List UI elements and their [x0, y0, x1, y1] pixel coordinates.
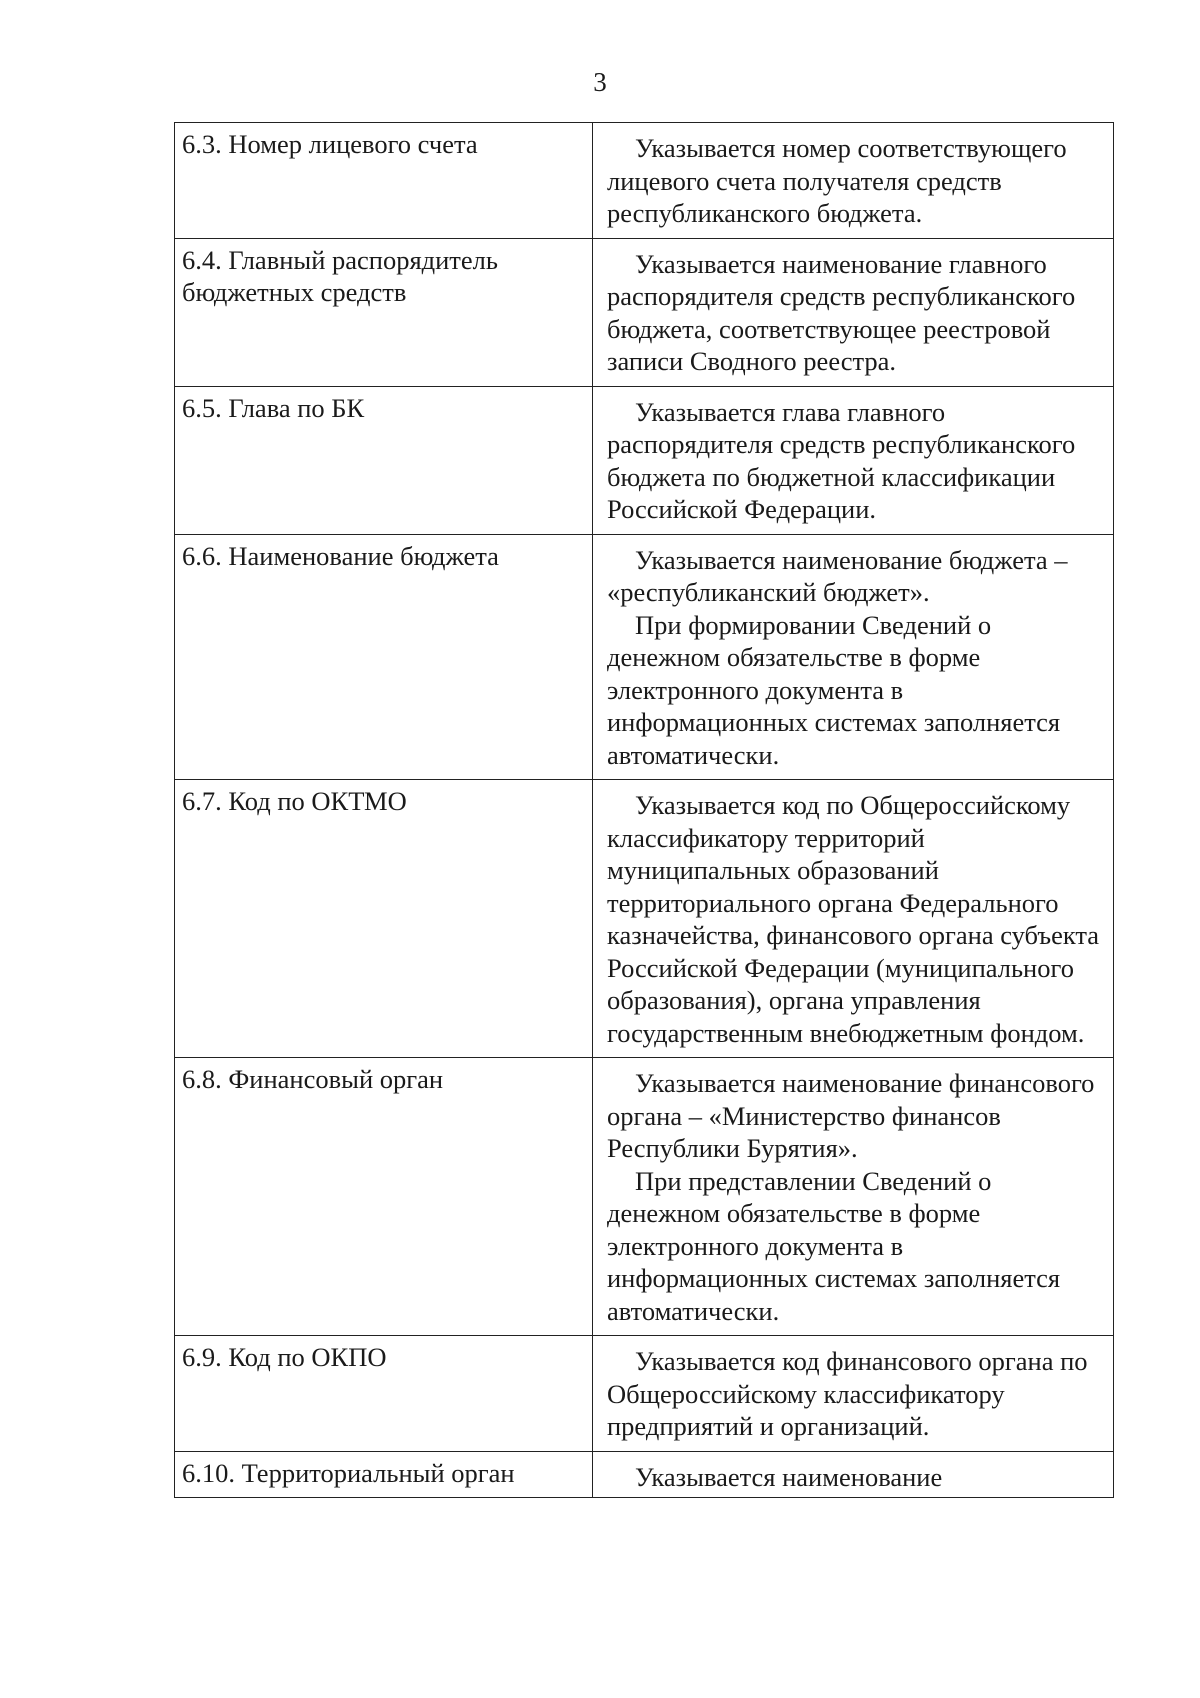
field-name: 6.7. Код по ОКТМО	[175, 780, 593, 1058]
description-paragraph: При формировании Сведений о денежном обязательстве в форме электронного документа в информационных системах заполняется автоматически.	[607, 609, 1061, 770]
table-row	[175, 1336, 1114, 1452]
table-row	[175, 534, 1114, 780]
description-paragraph: Указывается номер соответствующего лицевого счета получателя средств республиканского бюджета.	[607, 133, 1067, 228]
description-paragraph: Указывается наименование главного распорядителя средств республиканского бюджета, соответствующее реестровой записи Сводного реестра.	[607, 248, 1076, 376]
description-paragraph: При представлении Сведений о денежном обязательстве в форме электронного документа в информационных системах заполняется автоматически.	[607, 1165, 1061, 1326]
table-row	[175, 123, 1114, 239]
table-row	[175, 238, 1114, 386]
field-description	[593, 1336, 1114, 1452]
table-row	[175, 780, 1114, 1058]
field-name: 6.4. Главный распорядитель бюджетных средств	[175, 238, 593, 386]
description-paragraph: Указывается код финансового органа по Общероссийскому классификатору предприятий и организаций.	[607, 1346, 1088, 1441]
field-description	[593, 1058, 1114, 1336]
field-name: 6.5. Глава по БК	[175, 386, 593, 534]
field-description	[593, 1451, 1114, 1498]
field-name: 6.6. Наименование бюджета	[175, 534, 593, 780]
field-name: 6.8. Финансовый орган	[175, 1058, 593, 1336]
table-row	[175, 1451, 1114, 1498]
field-description	[593, 534, 1114, 780]
field-description	[593, 123, 1114, 239]
description-paragraph: Указывается код по Общероссийскому классификатору территорий муниципальных образований территориального органа Федерального казначейства, финансового органа субъекта Российской Федерации (муниципального образования), органа управления государственным внебюджетным фондом.	[607, 790, 1100, 1048]
field-description	[593, 238, 1114, 386]
description-paragraph: Указывается глава главного распорядителя средств республиканского бюджета по бюджетной классификации Российской Федерации.	[607, 396, 1076, 524]
description-paragraph: Указывается наименование финансового органа – «Министерство финансов Республики Бурятия».	[607, 1068, 1095, 1163]
field-description	[593, 780, 1114, 1058]
table-row	[175, 1058, 1114, 1336]
field-name: 6.10. Территориальный орган	[175, 1451, 593, 1498]
description-paragraph: Указывается наименование бюджета – «республиканский бюджет».	[607, 544, 1068, 607]
field-description	[593, 386, 1114, 534]
description-paragraph: Указывается наименование	[635, 1461, 943, 1492]
table-row	[175, 386, 1114, 534]
page-number: 3	[593, 67, 607, 97]
field-name: 6.3. Номер лицевого счета	[175, 123, 593, 239]
requisites-table	[174, 122, 1114, 1498]
field-name: 6.9. Код по ОКПО	[175, 1336, 593, 1452]
